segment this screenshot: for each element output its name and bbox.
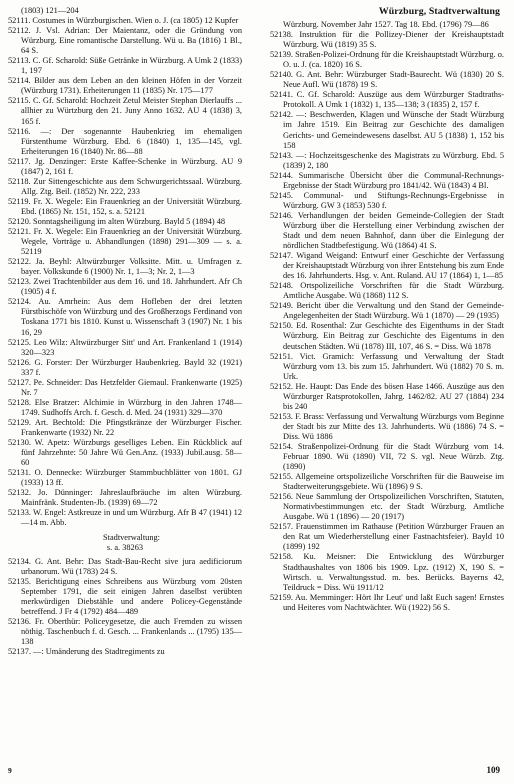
entry-52151: 52151. Vict. Gramich: Verfassung und Verwaltung der Stadt Würzburg vom 13. bis zum 15. Jahrhundert. Wü (1882) 70 S. m. Urk. xyxy=(270,351,504,381)
entry-52113: 52113. C. Gf. Scharold: Süße Getränke in Würzburg. A Umk 2 (1833) 1, 197 xyxy=(8,56,242,76)
entry-52134: 52134. G. Ant. Behr: Das Stadt-Bau-Recht sive jura aedificiorum urbanorum. Wü (1783) 24 S. xyxy=(8,556,242,576)
entry-52127: 52127. Pe. Schneider: Das Hetzfelder Giemaul. Frankenwarte (1925) Nr. 7 xyxy=(8,377,242,397)
entry-52120: 52120. Sonntagsheiligung im alten Würzburg. Bayld 5 (1894) 48 xyxy=(8,216,226,226)
section-title: Stadtverwaltung: xyxy=(102,533,160,543)
entry-52147: 52147. Wigand Weigand: Entwurf einer Geschichte der Verfassung der Kreishauptstadt Würzburg von ihrer Entstehung bis zum Ende des 16. Jahrhunderts. Hsg. v. Ant. Ruland. AU 17 (1864) 1, 1—85 xyxy=(270,251,504,281)
entry-52124: 52124. Au. Amrhein: Aus dem Hofleben der drei letzten Fürstbischöfe von Würzburg und des Großherzogs Ferdinand von Toskana 1771 bis 1810. Kunst u. Wissenschaft 3 (1907) Nr. 1 bis 16, 29 xyxy=(8,297,242,337)
entry-52148: 52148. Ortspolizeiliche Vorschriften für die Stadt Würzburg. Amtliche Ausgabe. Wü (1868) 112 S. xyxy=(270,281,504,301)
entry-52154: 52154. Straßenpolizei-Ordnung für die Stadt Würzburg vom 14. Februar 1890. Wü (1890) VII, 72 S. vgl. Neue Würzb. Ztg. (1890) xyxy=(270,441,504,472)
entry-52129: 52129. Art. Bechtold: Die Pfingstkränze der Würzburger Fischer. Frankenwarte (1932) Nr. 22 xyxy=(8,417,242,437)
entry-52157: 52157. Frauenstimmen im Rathause (Petition Würzburger Frauen an den Rat um Wiederherstellung einer Fastnachtsfeier). Bayld 10 (1899) 192 xyxy=(270,522,504,552)
left-column xyxy=(8,6,242,657)
entry-52130: 52130. W. Apetz: Würzburgs geselliges Leben. Ein Rückblick auf fünf Jahrzehnte: 50 Jahre Wü Gen.Anz. (1933) Jubil.ausg. 58—60 xyxy=(8,438,242,468)
entry-52155: 52155. Allgemeine ortspolizeiliche Vorschriften für die Bauweise im Stadterweiterungsgebiete. Wü (1896) 9 S. xyxy=(270,472,504,492)
entry-52116: 52116. —: Der sogenannte Haubenkrieg im ehemaligen Fürstenthume Würzburg. Ebd. 6 (1840) 1, 135—145, vgl. Erheiterungen 16 (1840) Nr. 86—88 xyxy=(8,126,242,156)
entry-continuation: Würzburg. November Jahr 1527. Tag 18. Ebd. (1796) 79—86 xyxy=(283,20,489,29)
entry-52112: 52112. J. Vsl. Adrian: Der Maientanz, oder die Gründung von Würzburg. Eine romantische Darstellung. Wü u. Ba (1816) 1 Bl., 64 S. xyxy=(8,26,242,56)
entry-52128: 52128. Else Bratzer: Alchimie in Würzburg in den Jahren 1748—1749. Sudhoffs Arch. f. Gesch. d. Med. 24 (1931) 329—370 xyxy=(8,397,242,417)
signature-mark: 9 xyxy=(8,766,12,775)
entry-52152: 52152. He. Haupt: Das Ende des bösen Hase 1466. Auszüge aus den Würzburger Ratsprotokollen, Jahrg. 1462/82. AU 27 (1884) 234 bis 240 xyxy=(270,381,504,411)
entry-52142: 52142. —: Beschwerden, Klagen und Wünsche der Stadt Würzburg im Jahre 1519. Ein Beitrag zur Geschichte des damaligen Gerichts- und Gemeindewesens daselbst. AU 5 (1838) 1, 152 bis 158 xyxy=(270,110,504,150)
entry-52135: 52135. Berichtigung eines Schreibens aus Würzburg vom 20sten September 1791, die seit einigen Jahren daselbst verübten merkwürdigen Diebstähle und andere Policey-Gegenstände betreffend. J Fr 4 (1792) 484—489 xyxy=(8,576,242,616)
right-column xyxy=(270,20,504,613)
entry-52136: 52136. Fr. Oberthür: Policeygesetze, die auch Fremden zu wissen nöthig. Taschenbuch f. d. Gesch. ... Frankenlands ... (1795) 135—138 xyxy=(8,616,242,646)
entry-52153: 52153. F. Brass: Verfassung und Verwaltung Würzburgs vom Beginne der Stadt bis zur Mitte des 13. Jahrhunderts. Wü (1886) 74 S. = Diss. Wü 1886 xyxy=(270,411,504,441)
entry-52137: 52137. —: Umänderung des Stadtregiments zu xyxy=(8,646,165,656)
entry-52133: 52133. W. Engel: Astkreuze in und um Würzburg. Afr B 47 (1941) 12—14 m. Abb. xyxy=(8,508,242,528)
entry-52144: 52144. Summarische Übersicht über die Communal-Rechnungs-Ergebnisse der Stadt Würzburg pro 1841/42. Wü (1843) 4 Bl. xyxy=(270,170,504,190)
entry-52115: 52115. C. Gf. Scharold: Hochzeit Zetul Meister Stephan Dierlauffs ... allhier zu Würtzburg den 21. Juny Anno 1632. AU 4 (1838) 3, 165 f. xyxy=(8,96,242,126)
running-header: Würzburg, Stadtverwaltung xyxy=(378,6,500,17)
entry-52121: 52121. Fr. X. Wegele: Ein Frauenkrieg an der Universität Würzburg. Wegele, Vorträge u. Abhandlungen (1898) 291—309 — s. a. 52119 xyxy=(8,227,242,257)
entry-52146: 52146. Verhandlungen der beiden Gemeinde-Collegien der Stadt Würzburg über die Herstellung einer Verbindung zwischen der Stadt und dem neuen Bahnhof, dann über die Einlegung der nördlichen Stadtbefestigung. Wü (1864) 41 S. xyxy=(270,210,504,251)
entry-52111: 52111. Costumes in Würzburgischen. Wien o. J. (ca 1805) 12 Kupfer xyxy=(8,16,239,26)
entry-52125: 52125. Leo Wilz: Altwürzburger Sitt' und Art. Frankenland 1 (1914) 320—323 xyxy=(8,337,242,357)
entry-52114: 52114. Bilder aus dem Leben an den kleinen Höfen in der Vorzeit (Würzburg 1731). Erheiterungen 11 (1835) Nr. 175—177 xyxy=(8,76,242,96)
entry-52122: 52122. Ja. Beyhl: Altwürzburger Volksitte. Mitt. u. Umfragen z. bayer. Volkskunde 6 (1900) Nr. 1, 1—3; Nr. 2, 1—3 xyxy=(8,257,242,277)
entry-52139: 52139. Straßen-Polizei-Ordnung für die Kreishauptstadt Würzburg. o. O. u. J. (ca. 1820) 16 S. xyxy=(270,50,504,70)
entry-52126: 52126. G. Forster: Der Würzburger Haubenkrieg. Bayld 32 (1921) 337 f. xyxy=(8,357,242,377)
entry-52119: 52119. Fr. X. Wegele: Ein Frauenkrieg an der Universität Würzburg. Ebd. (1865) Nr. 151, 152, s. a. 52121 xyxy=(8,196,242,216)
entry-52150: 52150. Ed. Rosenthal: Zur Geschichte des Eigenthums in der Stadt Würzburg. Ein Beitrag zur Geschichte des Eigentums in den deutschen Städten. Wü (1878) III, 107, 46 S. = Diss. Wü 1878 xyxy=(270,321,504,351)
entry-52141: 52141. C. Gf. Scharold: Auszüge aus dem Würzburger Stadtraths-Protokoll. A Umk 1 (1832) 1, 135—138; 3 (1835) 2, 157 f. xyxy=(270,90,504,110)
entry-52140: 52140. G. Ant. Behr: Würzburger Stadt-Baurecht. Wü (1830) 20 S. Neue Aufl. Wü (1878) 19 S. xyxy=(270,70,504,90)
page-number: 109 xyxy=(486,765,500,775)
entry-52143: 52143. —: Hochzeitsgeschenke des Magistrats zu Würzburg. Ebd. 5 (1839) 2, 180 xyxy=(270,150,504,170)
entry-52138: 52138. Instruktion für die Pollizey-Diener der Kreishauptstadt Würzburg. Wü (1819) 35 S. xyxy=(270,30,504,50)
entry-52117: 52117. Jg. Denzinger: Erste Kaffee-Schenke in Würzburg. AU 9 (1847) 2, 161 f. xyxy=(8,156,242,176)
entry-52118: 52118. Zur Sittengeschichte aus dem Schwurgerichtssaal. Würzburg. Allg. Ztg. Beil. (1852) Nr. 222, 233 xyxy=(8,176,242,196)
entry-text: (1803) 121—204 xyxy=(21,6,79,15)
entry-52131: 52131. O. Dennecke: Würzburger Stammbuchblätter von 1801. GJ (1933) 13 ff. xyxy=(8,468,242,488)
entry-52132: 52132. Jo. Dünninger: Jahreslaufbräuche im alten Würzburg. Mainfränk. Studenten-Jb. (1939) 69—72 xyxy=(8,488,242,508)
entry-52159: 52159. Au. Memminger: Hört Ihr Leut' und laßt Euch sagen! Ernstes und Heiteres vom Nachtwächter. Wü (1922) 56 S. xyxy=(270,592,504,612)
entry-52149: 52149. Bericht über die Verwaltung und den Stand der Gemeinde-Angelegenheiten der Stadt Würzburg. Wü 1 (1870) — 29 (1935) xyxy=(270,301,504,321)
entry-52156: 52156. Neue Sammlung der Ortspolizeilichen Vorschriften, Statuten, Normativbestimmungen etc. der Stadt Würzburg. Amtliche Ausgabe. Wü 1 (1896) — 20 (1917) xyxy=(270,492,504,522)
entry-52158: 52158. Ku. Meisner: Die Entwicklung des Würzburger Stadthaushaltes von 1806 bis 1909. Lpz. (1912) X, 190 S. = Wirtsch. u. Verwaltungsstud. m. bes. Berücks. Bayerns 42, Teildruck = Diss. Wü 1911/12 xyxy=(270,552,504,592)
entry-52123: 52123. Zwei Trachtenbilder aus dem 16. und 18. Jahrhundert. Afr Ch (1905) 4 f. xyxy=(8,277,242,297)
section-cross-reference: s. a. 38263 xyxy=(106,543,144,553)
entry-52145: 52145. Communal- und Stiftungs-Rechnungs-Ergebnisse in Würzburg. GW 3 (1853) 530 f. xyxy=(270,190,504,210)
